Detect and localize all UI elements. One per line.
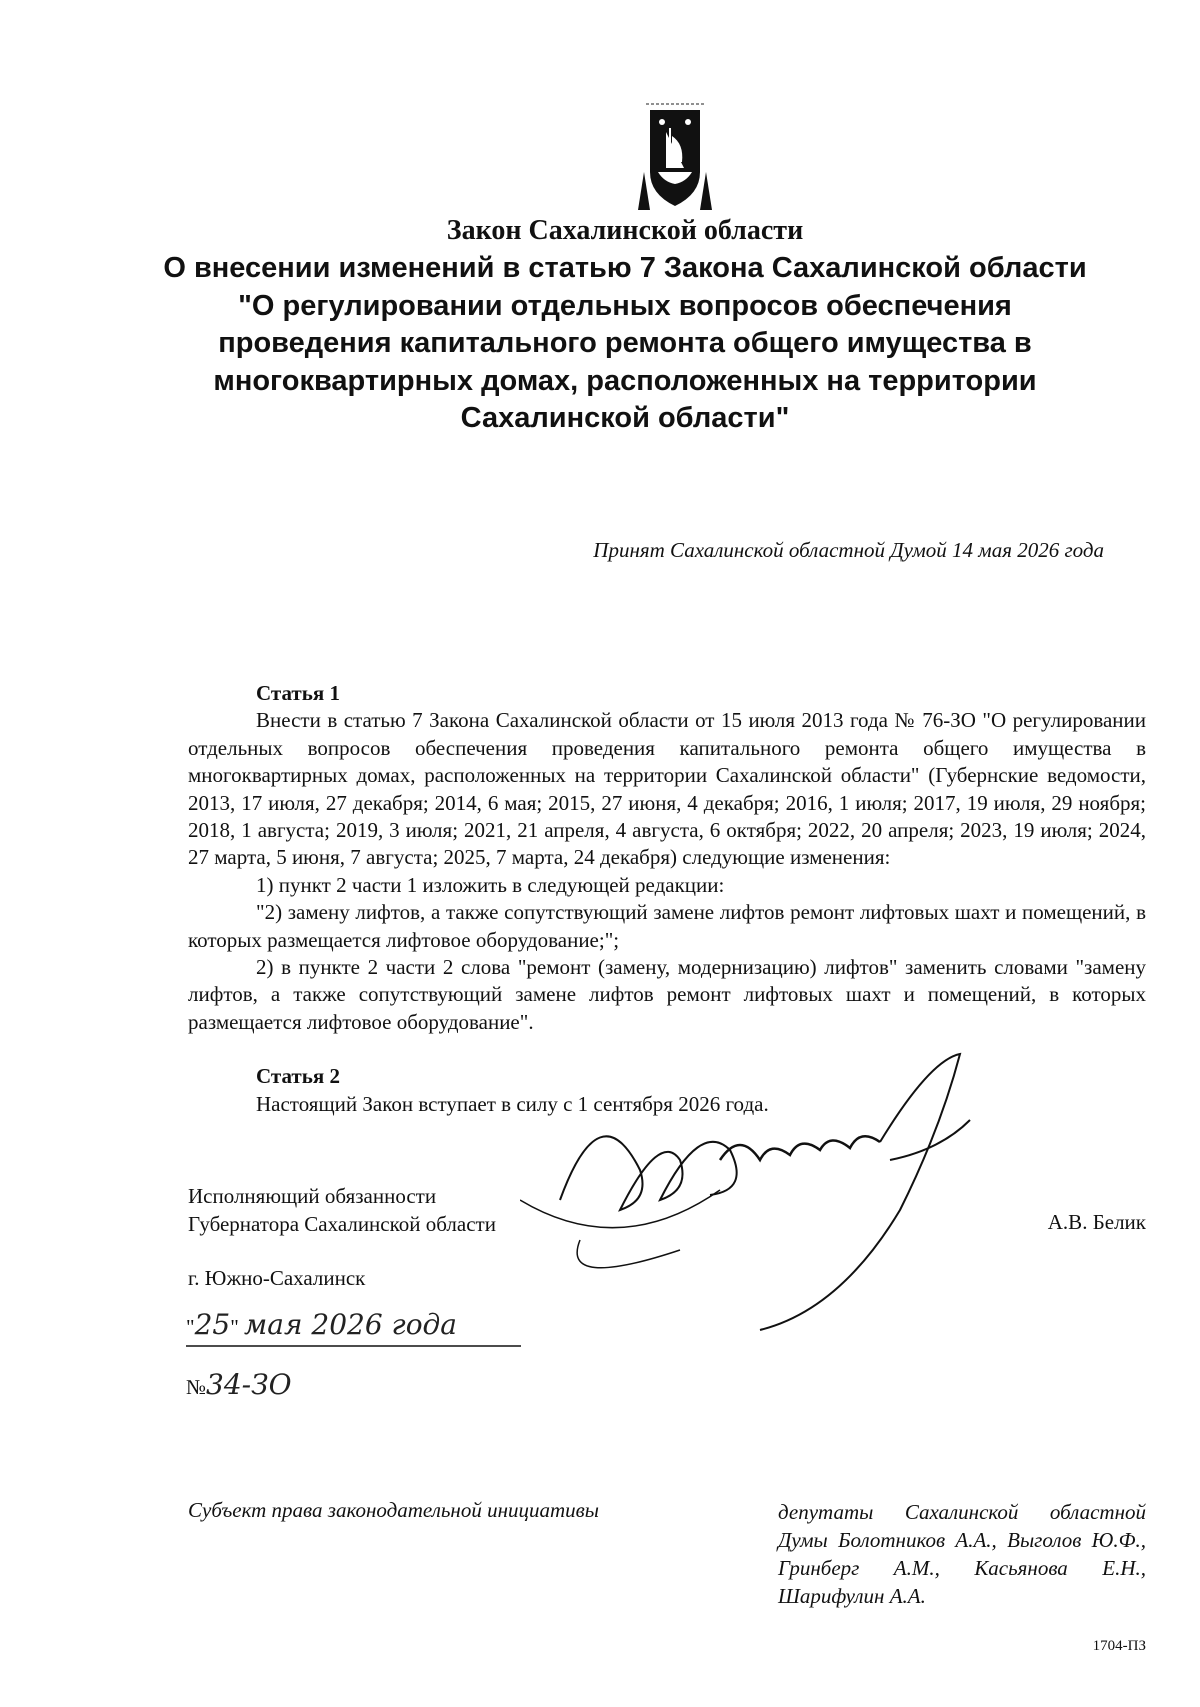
article-1-heading: Статья 1 [256,681,340,705]
law-region-heading: Закон Сахалинской области [446,215,804,246]
place-of-signing: г. Южно-Сахалинск [188,1266,366,1290]
date-day: 25 [194,1308,231,1341]
handwritten-signature-icon [520,1050,1020,1350]
article-1-paragraph: Внести в статью 7 Закона Сахалинской области от 15 июля 2013 года № 76-ЗО "О регулировании отдельных вопросов обеспечения проведения капитального ремонта общего имущества в многоквартирных домах, расположенных на территории Сахалинской области" (Губернские ведомости, 2013, 17 июля, 27 декабря; 2014, 6 мая; 2015, 27 июня, 4 декабря; 2016, 1 июля; 2017, 19 июля, 29 ноября; 2018, 1 августа; 2019, 3 июля; 2021, 21 апреля, 4 августа, 6 октября; 2022, 20 апреля; 2023, 19 июля; 2024, 27 марта, 5 июня, 7 августа; 2025, 7 марта, 24 декабря) следующие изменения: [188,708,1146,870]
signatory-line-2: Губернатора Сахалинской области [188,1212,496,1236]
date-month-year: мая 2026 года [244,1308,457,1341]
article-1-paragraph: 2) в пункте 2 части 2 слова "ремонт (замену, модернизацию) лифтов" заменить словами "замену лифтов, а также сопутствующий замене лифтов ремонт лифтовых шахт и помещений, в которых размещается лифтовое оборудование". [188,955,1146,1034]
article-2-paragraph: Настоящий Закон вступает в силу с 1 сентября 2026 года. [256,1091,769,1116]
article-1-paragraph: 1) пункт 2 части 1 изложить в следующей редакции: [256,872,725,897]
initiative-label: Субъект права законодательной инициативы [188,1498,600,1522]
signatory-name: А.В. Белик [1047,1210,1146,1234]
signatory-title [188,1182,496,1238]
article-1-paragraph: "2) замену лифтов, а также сопутствующий замене лифтов ремонт лифтовых шахт и помещений, в которых размещается лифтовое оборудование;"; [188,900,1146,952]
signing-date [186,1308,457,1341]
coat-of-arms-icon [636,102,714,212]
law-number [186,1368,292,1401]
date-quote-close: " [230,1315,239,1339]
law-title: О внесении изменений в статью 7 Закона Сахалинской области "О регулировании отдельных вопросов обеспечения проведения капитального ремонта общего имущества в многоквартирных домах, расположенных на территории Сахалинской области" [163,252,1087,434]
document-code: 1704-ПЗ [1092,1638,1146,1654]
date-quote-open: " [186,1315,195,1339]
title-block [150,214,1100,438]
date-underline [186,1345,521,1347]
number-value: 34-ЗО [206,1368,292,1401]
adoption-note: Принят Сахалинской областной Думой 14 мая 2026 года [593,538,1104,562]
signatory-line-1: Исполняющий обязанности [188,1184,437,1208]
article-2-heading: Статья 2 [256,1064,340,1089]
number-prefix: № [186,1375,207,1399]
initiative-authors: депутаты Сахалинской областной Думы Болотников А.А., Выголов Ю.Ф., Гринберг А.М., Касьянова Е.Н., Шарифулин А.А. [778,1500,1146,1608]
